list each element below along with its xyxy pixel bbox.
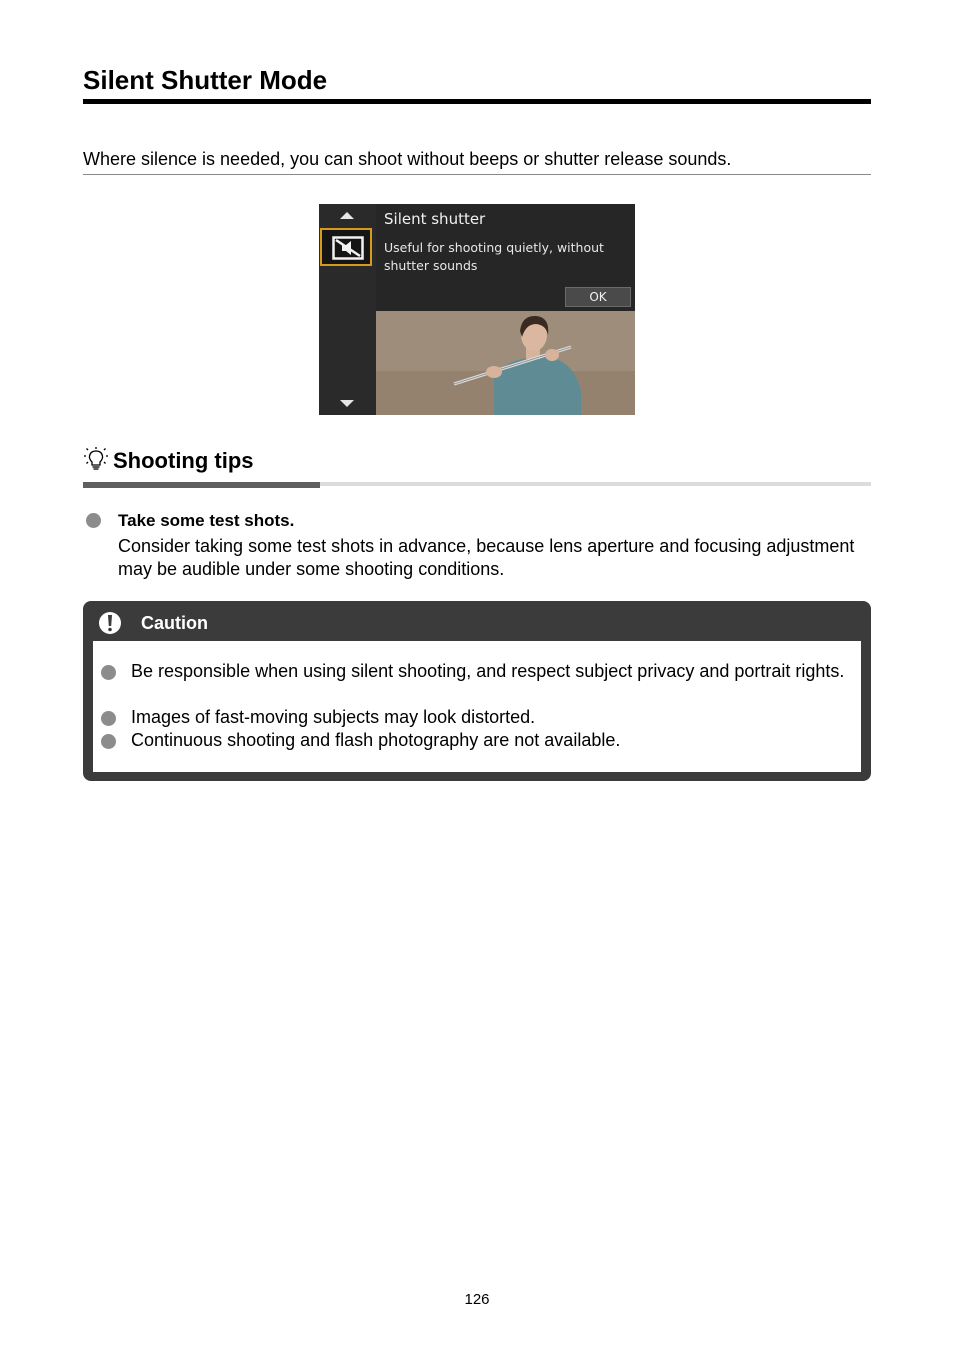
flute-player-photo (376, 311, 635, 415)
tip-body: Consider taking some test shots in advance, because lens aperture and focusing adjustment may be audible under some shooting conditions. (118, 536, 855, 579)
arrow-down-icon (340, 400, 354, 407)
tips-heading: Shooting tips (113, 448, 254, 473)
tip-title: Take some test shots. (118, 511, 295, 530)
page-title: Silent Shutter Mode (83, 65, 328, 95)
screen-description: Useful for shooting quietly, without shutter sounds (384, 240, 604, 273)
caution-list (93, 641, 861, 772)
bullet-icon (101, 665, 116, 680)
camera-screen-image (319, 204, 635, 415)
caution-box (83, 601, 871, 781)
title-divider (83, 99, 871, 104)
tips-divider-accent (83, 482, 320, 488)
caution-item: Images of fast-moving subjects may look distorted. (131, 707, 536, 727)
page-number: 126 (464, 1291, 490, 1308)
caution-title: Caution (141, 613, 208, 633)
lightbulb-icon (83, 447, 109, 473)
intro-divider (83, 174, 871, 175)
exclamation-icon (98, 611, 122, 635)
bullet-icon (101, 711, 116, 726)
bullet-icon (86, 513, 101, 528)
silent-shutter-icon (320, 228, 372, 266)
bullet-icon (101, 734, 116, 749)
ok-button[interactable]: OK (565, 287, 631, 307)
intro-text: Where silence is needed, you can shoot without beeps or shutter release sounds. (83, 149, 732, 169)
caution-item: Be responsible when using silent shooting, and respect subject privacy and portrait rights. (131, 661, 845, 681)
arrow-up-icon (340, 212, 354, 219)
screen-title: Silent shutter (384, 210, 486, 228)
description-panel (376, 204, 635, 311)
caution-item: Continuous shooting and flash photography are not available. (131, 730, 621, 750)
